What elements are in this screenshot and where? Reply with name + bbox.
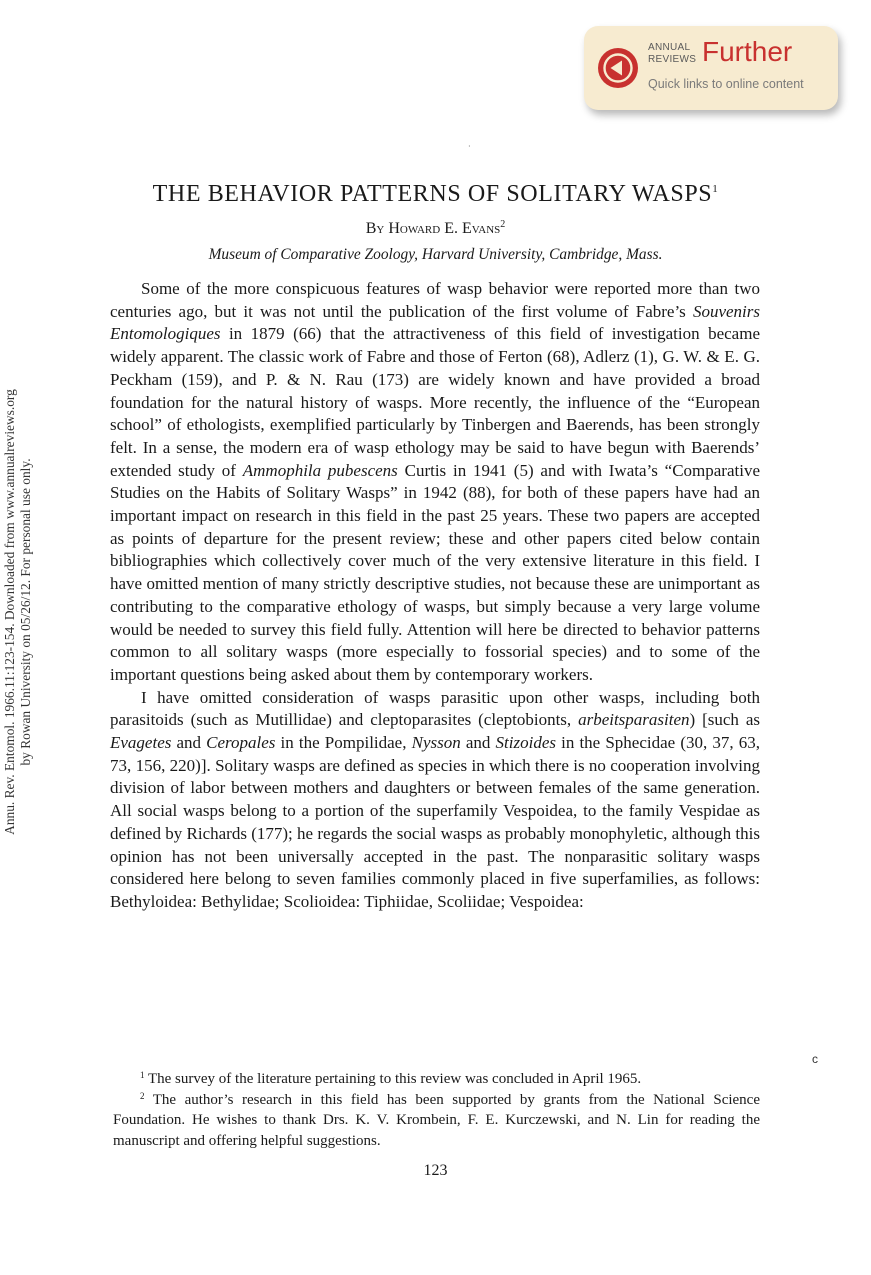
footnote-2-text: The author’s research in this field has been supported by grants from the National Science Foundation. He wishes to thank Drs. K. V. Krombein, F. E. Kurczewski, and N. Lin for reading the manuscript and offering helpful suggestions. bbox=[113, 1091, 760, 1149]
author-affiliation: Museum of Comparative Zoology, Harvard University, Cambridge, Mass. bbox=[208, 246, 663, 263]
footnote-2-marker: 2 bbox=[140, 1090, 145, 1101]
p1-text-e: Curtis in 1941 (5) and with Iwata’s “Comparative Studies on the Habits of Solitary Wasps” in 1942 (88), for both of these papers have had an important impact on research in this field in the past 25 years. These two papers are accepted as points of departure for the present review; these and other papers cited below contain bibliographies which collectively cover much of the very extensive literature in this field. I have omitted mention of many strictly descriptive studies, not because these are unimportant as contributing to the comparative ethology of wasps, but simply because a very large volume would be needed to survey this field fully. Attention will here be directed to behavior patterns common to all solitary wasps (more especially to fossorial species) and to some of the important questions being asked about them by contemporary workers. bbox=[110, 460, 760, 684]
title-text: THE BEHAVIOR PATTERNS OF SOLITARY WASPS bbox=[152, 181, 713, 207]
margin-note-line-1: Annu. Rev. Entomol. 1966.11:123-154. Downloaded from www.annualreviews.org bbox=[2, 389, 17, 835]
margin-note-line-2: by Rowan University on 05/26/12. For personal use only. bbox=[18, 458, 33, 766]
article-title bbox=[0, 180, 871, 208]
left-arrow-circle-icon bbox=[596, 46, 640, 90]
badge-annual-label: ANNUAL bbox=[648, 42, 691, 53]
footnote-1-marker: 1 bbox=[140, 1070, 145, 1080]
p2-italic-ceropales: Ceropales bbox=[206, 733, 276, 753]
p1-italic-souvenirs: Souvenirs Entomologiques bbox=[110, 301, 760, 344]
footnotes bbox=[113, 1069, 760, 1151]
footnote-1 bbox=[113, 1069, 760, 1090]
footnote-2 bbox=[113, 1090, 760, 1152]
p2-italic-nysson: Nysson bbox=[411, 733, 461, 753]
p1-text-a: Some of the more conspicuous features of wasp behavior were reported more than two centuries ago, but it was not until the publication of the first volume of Fabre’s bbox=[110, 279, 760, 321]
download-margin-note bbox=[2, 312, 34, 912]
p2-text-g: in the Pompilidae, bbox=[275, 733, 412, 753]
further-links-badge[interactable] bbox=[584, 26, 838, 110]
article-author bbox=[0, 219, 871, 239]
article-body bbox=[110, 278, 760, 914]
scan-speck: · bbox=[468, 142, 471, 151]
p2-italic-arbeitsparasiten: arbeitsparasiten bbox=[578, 710, 690, 730]
p2-text-e: and bbox=[171, 733, 207, 753]
page-number: 123 bbox=[423, 1162, 448, 1179]
p2-italic-stizoides: Stizoides bbox=[495, 733, 556, 753]
p2-text-c: ) [such as bbox=[689, 710, 760, 730]
margin-mark: c bbox=[812, 1052, 818, 1066]
badge-reviews-label: REVIEWS bbox=[648, 54, 697, 65]
footnote-1-text: The survey of the literature pertaining to this review was concluded in April 1965. bbox=[144, 1071, 642, 1087]
p1-text-c: in 1879 (66) that the attractiveness of this field of investigation became widely apparent. The classic work of Fabre and those of Ferton (68), Adlerz (1), G. W. & E. G. Peckham (159), and P. & N. Rau (173) are widely known and have provided a broad foundation for the natural history of wasps. More recently, the influence of the “European school” of ethologists, exemplified particularly by Tinbergen and Baerends, has been strongly felt. In a sense, the modern era of wasp ethology may be said to have begun with Baerends’ extended study of bbox=[110, 324, 760, 480]
body-paragraph-1 bbox=[110, 278, 760, 687]
badge-subtitle: Quick links to online content bbox=[648, 77, 804, 91]
p2-text-a: I have omitted consideration of wasps parasitic upon other wasps, including both parasitoids (such as Mutillidae) and cleptoparasites (cleptobionts, bbox=[110, 687, 760, 730]
p1-italic-ammophila: Ammophila pubescens bbox=[242, 460, 398, 480]
p2-italic-evagetes: Evagetes bbox=[110, 733, 172, 753]
title-footnote-marker: 1 bbox=[712, 183, 719, 195]
badge-further-label: Further bbox=[702, 36, 793, 67]
author-text: By Howard E. Evans bbox=[365, 220, 501, 237]
p2-text-i: and bbox=[460, 733, 496, 753]
body-paragraph-2 bbox=[110, 687, 760, 914]
p2-text-k: in the Sphecidae (30, 37, 63, 73, 156, 220)]. Solitary wasps are defined as species in which there is no cooperation involving division of labor between mothers and daughters or between females of the same generation. All social wasps belong to a portion of the superfamily Vespoidea, to the family Vespidae as defined by Richards (177); he regards the social wasps as probably monophyletic, although this opinion has not been universally accepted in the past. The nonparasitic solitary wasps considered here belong to seven families commonly placed in five superfamilies, as follows: Bethyloidea: Bethylidae; Scolioidea: Tiphiidae, Scoliidae; Vespoidea: bbox=[110, 733, 760, 911]
author-footnote-marker: 2 bbox=[500, 219, 506, 230]
